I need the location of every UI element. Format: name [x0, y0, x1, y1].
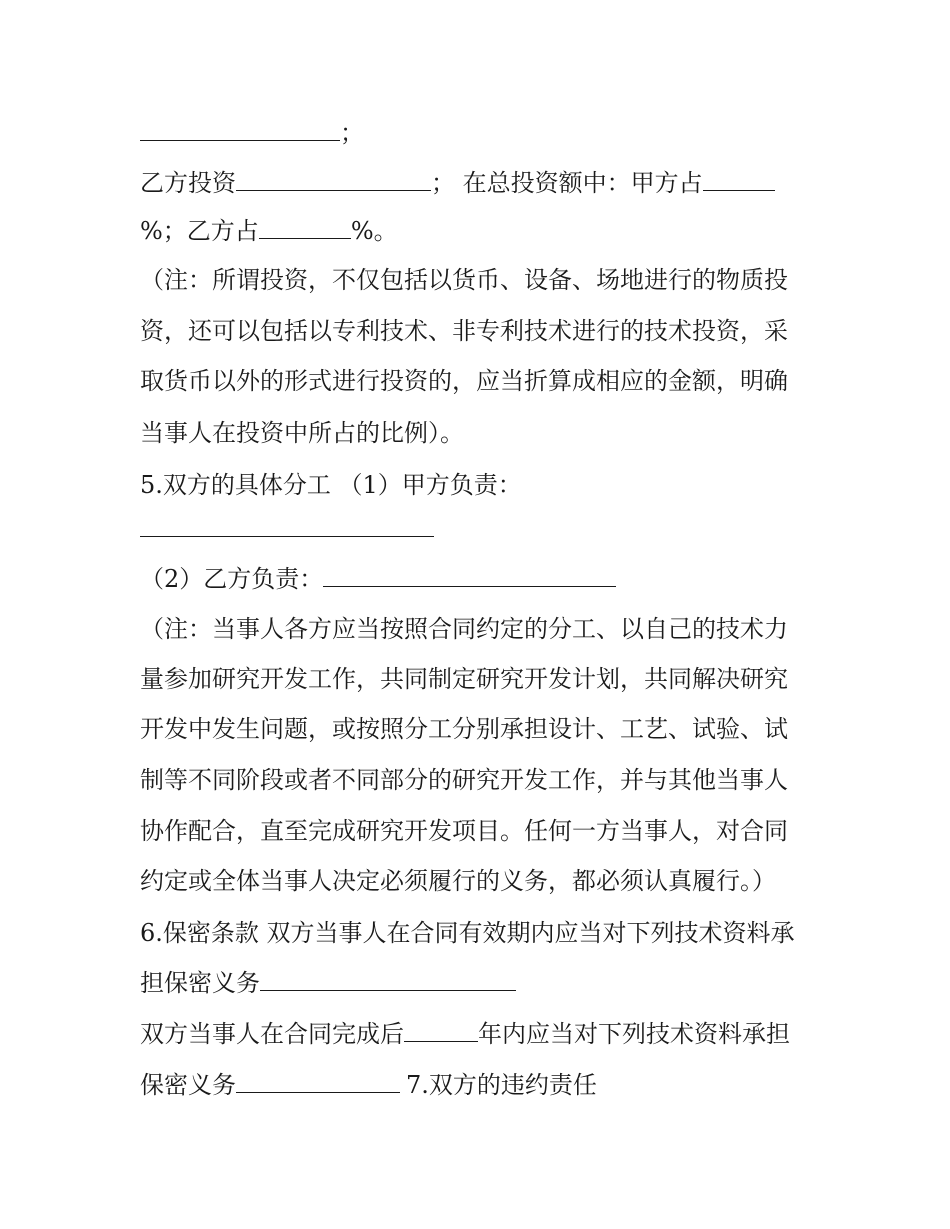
investment-line-2 [140, 168, 775, 198]
party-b-share-blank[interactable] [259, 216, 351, 239]
investment-line-3 [140, 216, 398, 246]
note2-line: 约定或全体当事人决定必须履行的义务，都必须认真履行。） [140, 867, 776, 895]
section6-line-1: 6.保密条款 双方当事人在合同有效期内应当对下列技术资料承 [140, 919, 795, 947]
section6-line-4 [140, 1070, 597, 1100]
party-a-duty-line [140, 514, 434, 544]
semicolon: ； [340, 119, 364, 147]
section6-line-2 [140, 968, 516, 998]
investment-line-1 [140, 118, 364, 148]
section7-heading: 7.双方的违约责任 [406, 1071, 597, 1099]
percent-end: %。 [350, 217, 398, 245]
confidentiality-blank[interactable] [260, 968, 516, 991]
note2-line: 制等不同阶段或者不同部分的研究开发工作，并与其他当事人 [140, 766, 788, 794]
party-b-duty-label: （2）乙方负责： [140, 565, 324, 593]
confidentiality-label: 担保密义务 [140, 969, 260, 997]
years-blank[interactable] [404, 1019, 478, 1042]
confidentiality-label-2: 保密义务 [140, 1071, 236, 1099]
party-a-duty-blank[interactable] [140, 514, 434, 537]
note1-line: 资，还可以包括以专利技术、非专利技术进行的技术投资，采 [140, 317, 788, 345]
party-a-share-blank[interactable] [703, 168, 775, 191]
fill-blank[interactable] [140, 118, 340, 141]
party-b-investment-blank[interactable] [236, 168, 431, 191]
note1-line: 当事人在投资中所占的比例）。 [140, 419, 464, 447]
note2-line: 开发中发生问题，或按照分工分别承担设计、工艺、试验、试 [140, 715, 788, 743]
party-b-duty-blank[interactable] [323, 564, 616, 587]
note2-line: 协作配合，直至完成研究开发项目。任何一方当事人，对合同 [140, 817, 788, 845]
section6-line-3 [140, 1019, 790, 1049]
party-b-investment-label: 乙方投资 [140, 169, 236, 197]
note1-line: （注：所谓投资，不仅包括以货币、设备、场地进行的物质投 [140, 266, 788, 294]
total-investment-text: ； 在总投资额中：甲方占 [431, 169, 703, 197]
after-completion-label: 双方当事人在合同完成后 [140, 1020, 404, 1048]
party-b-duty-line [140, 564, 616, 594]
after-completion-text: 年内应当对下列技术资料承担 [478, 1020, 790, 1048]
note2-line: 量参加研究开发工作，共同制定研究开发计划，共同解决研究 [140, 665, 788, 693]
section5-heading: 5.双方的具体分工 （1）甲方负责： [140, 471, 522, 499]
confidentiality-blank-2[interactable] [236, 1070, 400, 1093]
party-b-share-label: %；乙方占 [140, 217, 259, 245]
note2-line: （注：当事人各方应当按照合同约定的分工、以自己的技术力 [140, 615, 788, 643]
note1-line: 取货币以外的形式进行投资的，应当折算成相应的金额，明确 [140, 367, 788, 395]
